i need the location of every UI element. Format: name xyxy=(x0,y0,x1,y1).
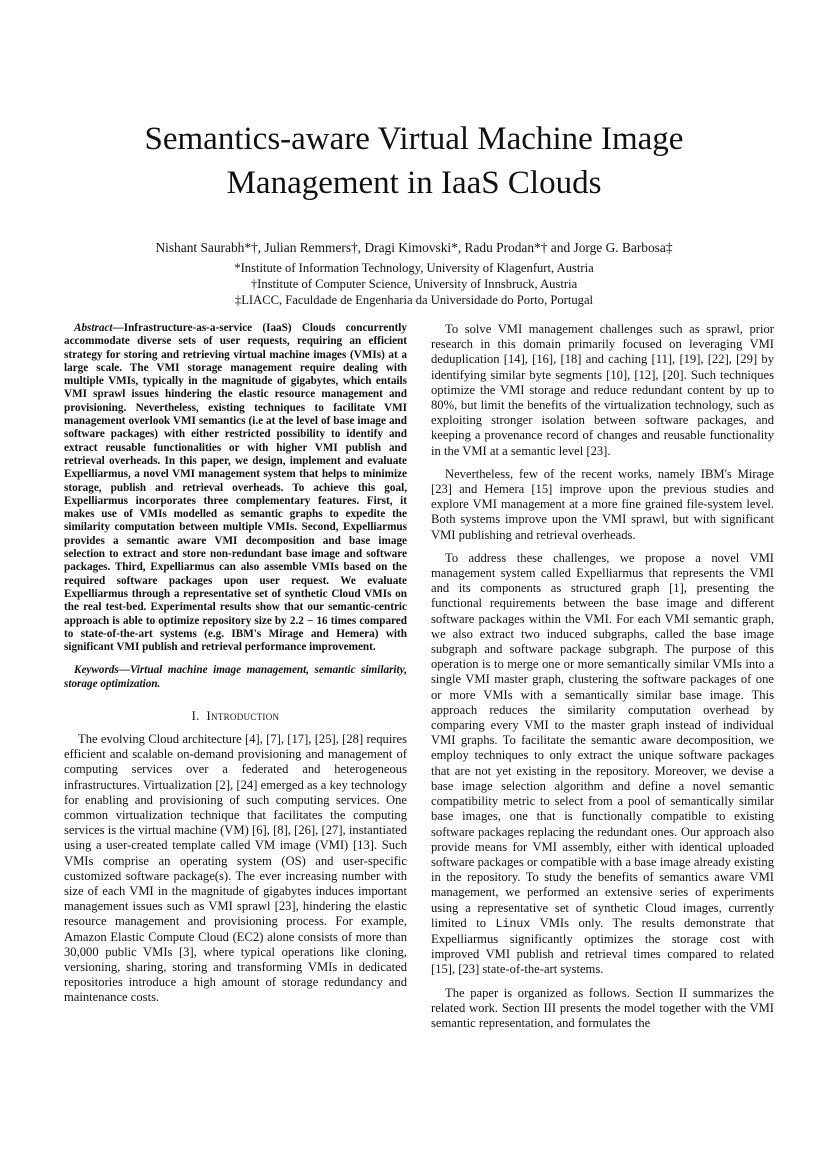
paper-title xyxy=(60,117,768,205)
abstract-lead: Abstract xyxy=(74,322,113,334)
right-paragraph-2: Nevertheless, few of the recent works, namely IBM's Mirage [23] and Hemera [15] improve upon the previous studies and explore VMI management at a more fine grained file-system level. Both systems improve upon the VMI sprawl, but with significant VMI publishing and retrieval overheads. xyxy=(431,466,774,542)
affiliation-1: *Institute of Information Technology, University of Klagenfurt, Austria xyxy=(234,261,594,275)
section-title: Introduction xyxy=(206,709,280,724)
right-paragraph-4: The paper is organized as follows. Section II summarizes the related work. Section III presents the model together with the VMI semantic representation, and formulates the xyxy=(431,985,774,1030)
author-list: Nishant Saurabh*†, Julian Remmers†, Dragi Kimovski*, Radu Prodan*† and Jorge G. Barbosa‡ xyxy=(155,240,673,255)
intro-paragraph-1: The evolving Cloud architecture [4], [7], [17], [25], [28] requires efficient and scalable on-demand provisioning and management of computing services over a federated and heterogeneous infrastructures. Virtualization [2], [24] emerged as a key technology for enabling and provisioning of such computing services. One common virtualization technique that facilitates the computing services is the virtual machine (VM) [6], [8], [26], [27], instantiated using a user-created template called VM image (VMI) [13]. Such VMIs comprise an operating system (OS) and user-specific customized software package(s). The ever increasing number with size of each VMI in the magnitude of gigabytes induces important management issues such as VMI sprawl [23], hindering the elastic resource management and provisioning process. For example, Amazon Elastic Compute Cloud (EC2) alone consists of more than 30,000 public VMIs [3], where typical operations like cloning, versioning, sharing, storing and transforming VMIs in dedicated repositories introduce a high amount of storage redundancy and maintenance costs. xyxy=(64,732,407,1005)
right-column xyxy=(431,322,774,1039)
p3-text-a: To address these challenges, we propose a novel VMI management system called Expelliarmus that represents the VMI and its components as structured graph [1], presenting the functional requirements between the base image and different software packages within the VMI. For each VMI semantic graph, we also extract two induced subgraphs, called the base image subgraph and software package subgraph. The purpose of this operation is to merge one or more semantically similar VMIs into a single VMI master graph, clustering the software packages of one or more VMIs with a semantically similar base image. This approach reduces the similarity computation overhead by comparing every VMI to the master graph instead of individual VMI graphs. To facilitate the semantic aware decomposition, we employ techniques to only extract the unique software packages that are not yet existing in the repository. Moreover, we devise a base image selection algorithm and define a novel semantic compatibility metric to select from a pool of semantically similar base images, one that is functionally compatible to existing software packages replacing the redundant ones. Our approach also provide means for VMI assembly, either with identical uploaded software packages or compatible with a base image already existing in the repository. To study the benefits of semantics aware VMI management, we performed an extensive series of experiments using a representative set of synthetic Cloud images, currently limited to xyxy=(431,550,774,930)
title-line-2: Management in IaaS Clouds xyxy=(226,165,602,201)
linux-term: Linux xyxy=(495,917,531,931)
right-paragraph-3 xyxy=(431,551,774,978)
left-column xyxy=(64,322,407,1014)
keywords: Keywords—Virtual machine image management, semantic similarity, storage optimization. xyxy=(64,664,407,690)
abstract xyxy=(64,322,407,654)
right-paragraph-1: To solve VMI management challenges such as sprawl, prior research in this domain primarily focused on leveraging VMI deduplication [14], [16], [18] and caching [11], [19], [22], [29] by identifying similar byte segments [10], [12], [20]. Such techniques optimize the VMI storage and reduce redundant content by up to 80%, but limit the benefits of the virtualization technology, such as exploiting stronger isolation between software packages, and keeping a provenance record of changes and reusable functionality in the VMI at a semantic level [23]. xyxy=(431,322,774,458)
abstract-text: —Infrastructure-as-a-service (IaaS) Clouds concurrently accommodate diverse sets of user requests, requiring an efficient strategy for storing and retrieving virtual machine images (VMIs) at a large scale. The VMI storage management require dealing with multiple VMIs, typically in the magnitude of gigabytes, which entails VMI sprawl issues hindering the elastic resource management and provisioning. Nevertheless, existing techniques to facilitate VMI management overlook VMI semantics (i.e at the level of base image and software packages) with either restricted possibility to identify and extract reusable functionalities or with higher VMI publish and retrieval overheads. In this paper, we design, implement and evaluate Expelliarmus, a novel VMI management system that helps to minimize storage, publish and retrieval overheads. To achieve this goal, Expelliarmus incorporates three complementary features. First, it makes use of VMIs modelled as semantic graphs to expedite the similarity computation between multiple VMIs. Second, Expelliarmus provides a semantic aware VMI decomposition and base image selection to extract and store non-redundant base image and software packages. Third, Expelliarmus can also assemble VMIs based on the required software packages upon user request. We evaluate Expelliarmus through a representative set of synthetic Cloud VMIs on the real test-bed. Experimental results show that our semantic-centric approach is able to optimize repository size by 2.2 − 16 times compared to state-of-the-art systems (e.g. IBM's Mirage and Hemera) with significant VMI publish and retrieval performance improvement. xyxy=(64,322,407,654)
section-number: I. xyxy=(191,709,200,724)
p3-text-b: VMIs only. The results demonstrate that Expelliarmus significantly optimizes the storage cost with improved VMI publish and retrieval times compared to related [15], [23] state-of-the-art systems. xyxy=(431,915,775,977)
affiliation-3: ‡LIACC, Faculdade de Engenharia da Universidade do Porto, Portugal xyxy=(234,293,594,307)
title-line-1: Semantics-aware Virtual Machine Image xyxy=(144,121,684,157)
affiliation-2: †Institute of Computer Science, University of Innsbruck, Austria xyxy=(250,277,578,291)
section-heading-introduction xyxy=(64,709,407,724)
